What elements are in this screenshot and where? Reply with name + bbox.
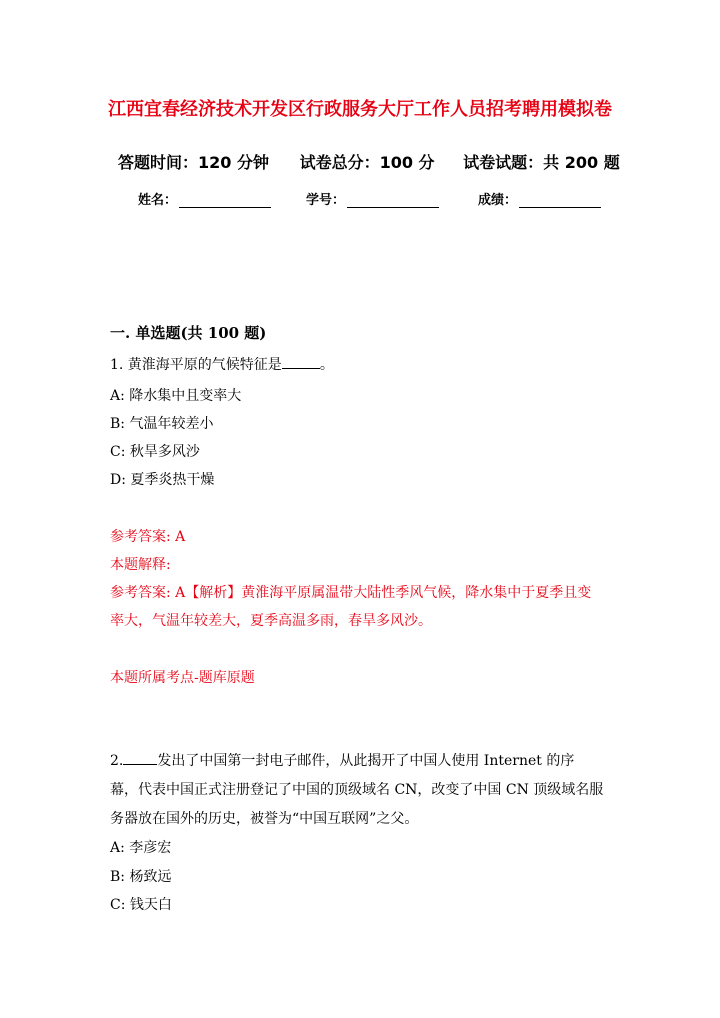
exam-meta (118, 150, 620, 173)
question-2-option-b: B: 杨致远 (110, 869, 172, 885)
exam-total-score: 试卷总分：100 分 (299, 153, 435, 172)
question-1-answer: 参考答案: A (110, 529, 186, 545)
question-1-blank (282, 356, 320, 369)
question-1-explain-line1: 参考答案: A【解析】黄淮海平原属温带大陆性季风气候，降水集中于夏季且变 (110, 585, 592, 601)
question-1-explain-label: 本题解释: (110, 557, 171, 573)
question-2-number: 2. (110, 753, 124, 769)
name-blank (179, 193, 271, 208)
question-1-stem (110, 351, 620, 379)
question-2-line3: 务器放在国外的历史，被誉为“中国互联网”之父。 (110, 811, 419, 827)
exam-title: 江西宜春经济技术开发区行政服务大厅工作人员招考聘用模拟卷 (108, 99, 612, 120)
name-label: 姓名： (138, 193, 178, 208)
question-1-option-c: C: 秋旱多风沙 (110, 444, 200, 460)
question-1-source: 本题所属考点-题库原题 (110, 670, 255, 686)
question-1-stem-before: 1. 黄淮海平原的气候特征是 (110, 357, 282, 373)
section-title: 一. 单选题(共 100 题) (110, 324, 267, 342)
question-1-option-a: A: 降水集中且变率大 (110, 388, 242, 404)
question-2-line1-text: 发出了中国第一封电子邮件，从此揭开了中国人使用 Internet 的序 (157, 753, 575, 769)
grade-label: 成绩： (478, 193, 518, 208)
grade-blank (519, 193, 601, 208)
question-1-stem-after: 。 (319, 357, 334, 373)
question-1-explain-line2: 率大，气温年较差大，夏季高温多雨，春旱多风沙。 (110, 613, 432, 629)
id-blank (347, 193, 439, 208)
question-2-line1 (110, 750, 574, 770)
exam-time: 答题时间：120 分钟 (118, 153, 269, 172)
question-2-blank (123, 752, 157, 765)
question-1-option-b: B: 气温年较差小 (110, 416, 214, 432)
id-label: 学号： (306, 193, 346, 208)
question-2-line2: 幕，代表中国正式注册登记了中国的顶级域名 CN，改变了中国 CN 顶级域名服 (110, 782, 604, 798)
question-2-option-a: A: 李彦宏 (110, 840, 172, 856)
question-1-option-d: D: 夏季炎热干燥 (110, 472, 215, 488)
exam-question-count: 试卷试题：共 200 题 (463, 153, 620, 172)
question-2-option-c: C: 钱天白 (110, 897, 172, 913)
